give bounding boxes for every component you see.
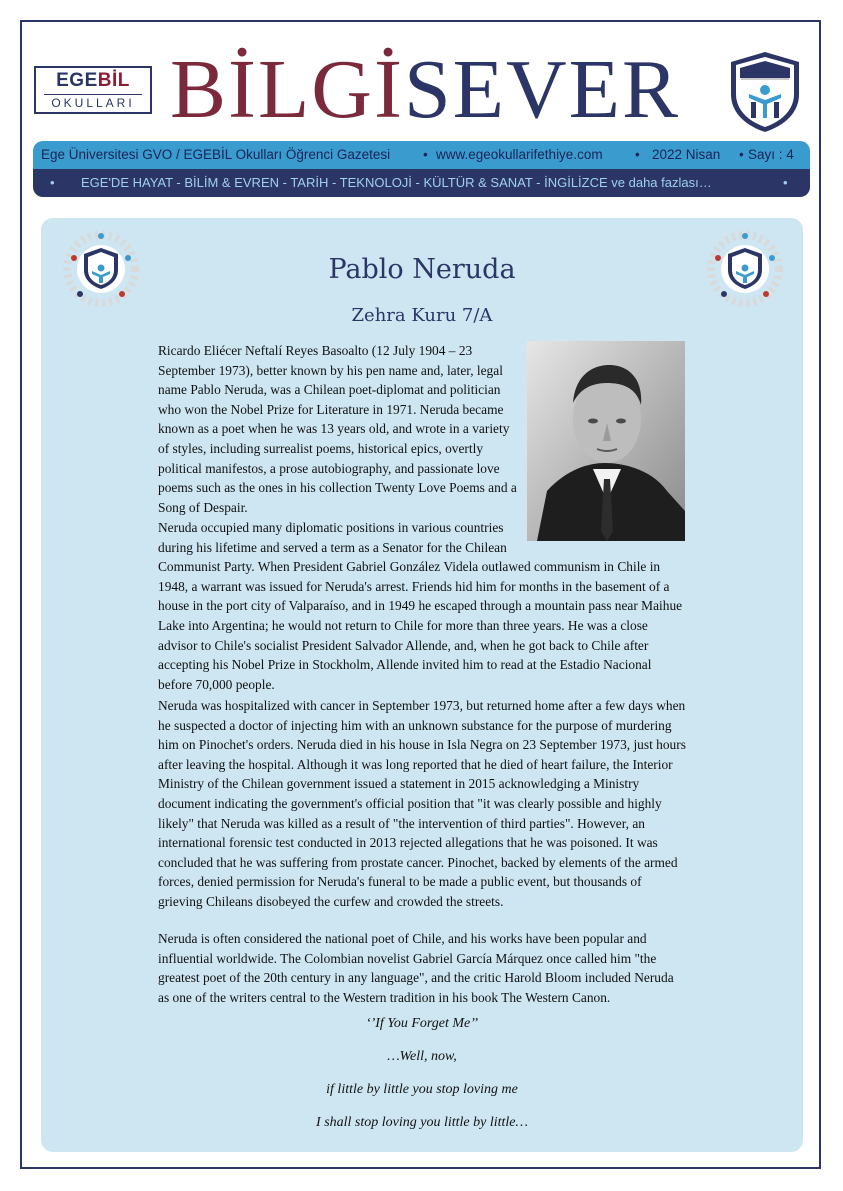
logo-bil-text: BİL bbox=[97, 70, 130, 91]
egebil-wordmark bbox=[36, 70, 150, 92]
portrait-photo bbox=[527, 341, 685, 541]
poem-line: if little by little you stop loving me bbox=[326, 1082, 518, 1097]
article-paragraph-4: Neruda is often considered the national poet of Chile, and his works have been popular and influential worldwide. The Colombian novelist Gabriel García Márquez once called him "the greatest poet of the 20th century in any language", and the critic Harold Bloom included Neruda as one of the writers central to the Western tradition in his book The Western Canon. bbox=[158, 931, 674, 1005]
website-link[interactable]: www.egeokullarifethiye.com bbox=[436, 147, 603, 162]
poem-line: I shall stop loving you little by little… bbox=[316, 1115, 528, 1130]
poem-title: ‘’If You Forget Me’’ bbox=[365, 1016, 479, 1031]
article-title: Pablo Neruda bbox=[328, 254, 516, 285]
article-paragraph-1: Ricardo Eliécer Neftalí Reyes Basoalto (12 July 1904 – 23 September 1973), better known by his pen name and, later, legal name Pablo Neruda, was a Chilean poet-diplomat and politician who won the Nobel Prize for Literature in 1971. Neruda became known as a poet when he was 13 years old, and wrote in a variety of styles, including surrealist poems, historical epics, overtly political manifestos, a prose autobiography, and passionate love poems such as the ones in his collection Twenty Love Poems and a Song of Despair. bbox=[158, 343, 517, 515]
photo-wrap-spacer bbox=[518, 518, 688, 554]
bullet-dot: • bbox=[739, 147, 744, 162]
publication-name: Ege Üniversitesi GVO / EGEBİL Okulları Öğrenci Gazetesi bbox=[41, 147, 391, 162]
article-paragraph-2: Neruda occupied many diplomatic positions in various countries during his lifetime and served a term as a Senator for the Chilean Communist Party. When President Gabriel González Videla outlawed communism in Chile in 1948, a warrant was issued for Neruda's arrest. Friends hid him for months in the basement of a house in the port city of Valparaíso, and in 1949 he escaped through a mountain pass near Maihue Lake into Argentina; he would not return to Chile for more than three years. He was a close advisor to Chile's socialist President Salvador Allende, and, when he got back to Chile after accepting his Nobel Prize in Stockholm, Allende invited him to read at the Estadio Nacional before 70,000 people. bbox=[158, 518, 688, 694]
bullet-dot: • bbox=[423, 147, 428, 162]
bullet-dot: • bbox=[635, 147, 640, 162]
issue-number: Sayı : 4 bbox=[748, 147, 794, 162]
bullet-dot: • bbox=[783, 175, 788, 190]
logo-okullari-text: OKULLARI bbox=[44, 94, 142, 110]
logo-ege-text: EGE bbox=[56, 70, 98, 91]
masthead-part1: BİLGİ bbox=[170, 43, 404, 136]
poem-line: …Well, now, bbox=[387, 1049, 457, 1064]
article-paragraph-3: Neruda was hospitalized with cancer in September 1973, but returned home after a few days when he suspected a doctor of injecting him with an unknown substance for the purpose of murdering him on Pinochet's orders. Neruda died in his house in Isla Negra on 23 September 1973, just hours after leaving the hospital. Although it was long reported that he died of heart failure, the Interior Ministry of the Chilean government issued a statement in 2015 acknowledging a Ministry document indicating the government's official position that "it was clearly possible and highly likely" that Neruda was killed as a result of "the intervention of third parties". However, an international forensic test conducted in 2013 rejected allegations that he was poisoned. It was concluded that he was suffering from prostate cancer. Pinochet, backed by elements of the armed forces, denied permission for Neruda's funeral to be made a public event, but thousands of grieving Chileans disobeyed the curfew and crowded the streets. bbox=[158, 698, 686, 909]
issue-date: 2022 Nisan bbox=[652, 147, 721, 162]
egebil-logo bbox=[34, 66, 152, 114]
topics-list: EGE'DE HAYAT - BİLİM & EVREN - TARİH - TEKNOLOJİ - KÜLTÜR & SANAT - İNGİLİZCE ve daha fazlası… bbox=[81, 175, 712, 190]
bullet-dot: • bbox=[50, 175, 55, 190]
university-shield-icon bbox=[727, 50, 803, 134]
article-author: Zehra Kuru 7/A bbox=[351, 305, 493, 326]
masthead-part2: SEVER bbox=[403, 43, 680, 136]
masthead-title bbox=[170, 40, 680, 140]
topics-bar bbox=[33, 169, 810, 197]
info-bar bbox=[33, 141, 810, 169]
